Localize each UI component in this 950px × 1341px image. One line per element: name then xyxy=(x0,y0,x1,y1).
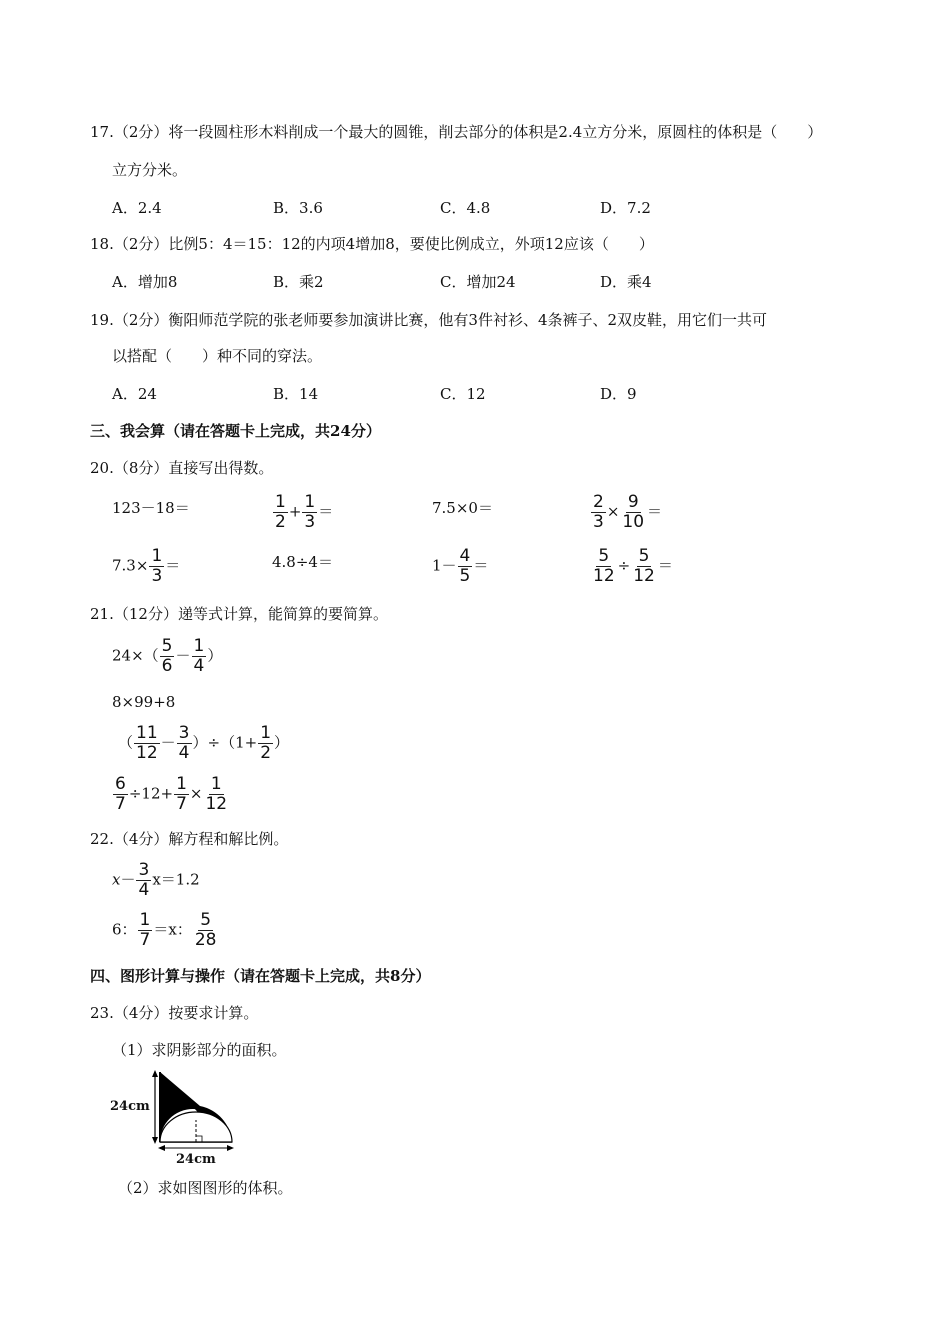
q22-title: 22.（4分）解方程和解比例。 xyxy=(90,830,289,848)
q22-equation: x－ $\frac{3}{4}$ x＝1.2 xyxy=(112,860,200,900)
q17-option-b: B．3.6 xyxy=(273,199,323,217)
q20-r1c4: $\frac{2}{3}$ × $\frac{9}{10}$ ＝ xyxy=(593,492,663,532)
q18-option-c: C．增加24 xyxy=(440,273,516,291)
q21-title: 21.（12分）递等式计算，能简算的要简算。 xyxy=(90,605,388,623)
shaded-area-figure xyxy=(108,1068,240,1166)
q21-expr1: 24×（ $\frac{5}{6}$ － $\frac{1}{4}$ ） xyxy=(112,636,223,676)
q20-r2c1: 7.3× $\frac{1}{3}$ ＝ xyxy=(112,546,181,586)
q18-option-a: A．增加8 xyxy=(112,273,178,291)
q17-line1: 17.（2分）将一段圆柱形木料削成一个最大的圆锥，削去部分的体积是2.4立方分米，原圆柱的体积是（ ） xyxy=(90,123,823,141)
q18-option-b: B．乘2 xyxy=(273,273,324,291)
fig-label-base: 24cm xyxy=(176,1152,216,1167)
q17-option-c: C．4.8 xyxy=(440,199,491,217)
q20-title: 20.（8分）直接写出得数。 xyxy=(90,459,274,477)
q17-option-d: D．7.2 xyxy=(600,199,651,217)
q21-expr4: $\frac{6}{7}$ ÷12+ $\frac{1}{7}$ × $\frac{1}{12}$ xyxy=(115,774,228,814)
q20-r2c2: 4.8÷4＝ xyxy=(272,553,333,571)
fig-label-height: 24cm xyxy=(110,1099,150,1114)
q20-r1c1: 123－18＝ xyxy=(112,499,190,517)
q19-option-c: C．12 xyxy=(440,385,486,403)
q21-expr3: （ $\frac{11}{12}$ － $\frac{3}{4}$ ）÷（1+ $\frac{1}{2}$ ） xyxy=(118,723,290,763)
q17-option-a: A．2.4 xyxy=(112,199,162,217)
q19-option-d: D．9 xyxy=(600,385,637,403)
q20-r1c2: $\frac{1}{2}$ + $\frac{1}{3}$ ＝ xyxy=(275,492,334,532)
q20-r1c3: 7.5×0＝ xyxy=(432,499,493,517)
q21-expr2: 8×99+8 xyxy=(112,693,176,711)
q23-sub1: （1）求阴影部分的面积。 xyxy=(112,1041,287,1059)
q19-option-a: A．24 xyxy=(112,385,157,403)
q19-line1: 19.（2分）衡阳师范学院的张老师要参加演讲比赛，他有3件衬衫、4条裤子、2双皮鞋，用它们一共可 xyxy=(90,311,768,329)
q17-line2: 立方分米。 xyxy=(112,161,188,179)
q23-title: 23.（4分）按要求计算。 xyxy=(90,1004,259,1022)
q18-option-d: D．乘4 xyxy=(600,273,652,291)
section3-heading: 三、我会算（请在答题卡上完成，共24分） xyxy=(90,422,381,440)
q18-line1: 18.（2分）比例5：4＝15：12的内项4增加8，要使比例成立，外项12应该（ ） xyxy=(90,235,654,253)
q20-r2c3: 1－ $\frac{4}{5}$ ＝ xyxy=(432,546,489,586)
q19-option-b: B．14 xyxy=(273,385,319,403)
q20-r2c4: $\frac{5}{12}$ ÷ $\frac{5}{12}$ ＝ xyxy=(593,546,673,586)
q22-proportion: 6： $\frac{1}{7}$ ＝x： $\frac{5}{28}$ xyxy=(112,910,217,950)
q23-sub2: （2）求如图图形的体积。 xyxy=(118,1179,293,1197)
section4-heading: 四、图形计算与操作（请在答题卡上完成，共8分） xyxy=(90,967,431,985)
q19-line2: 以搭配（ ）种不同的穿法。 xyxy=(112,347,323,365)
